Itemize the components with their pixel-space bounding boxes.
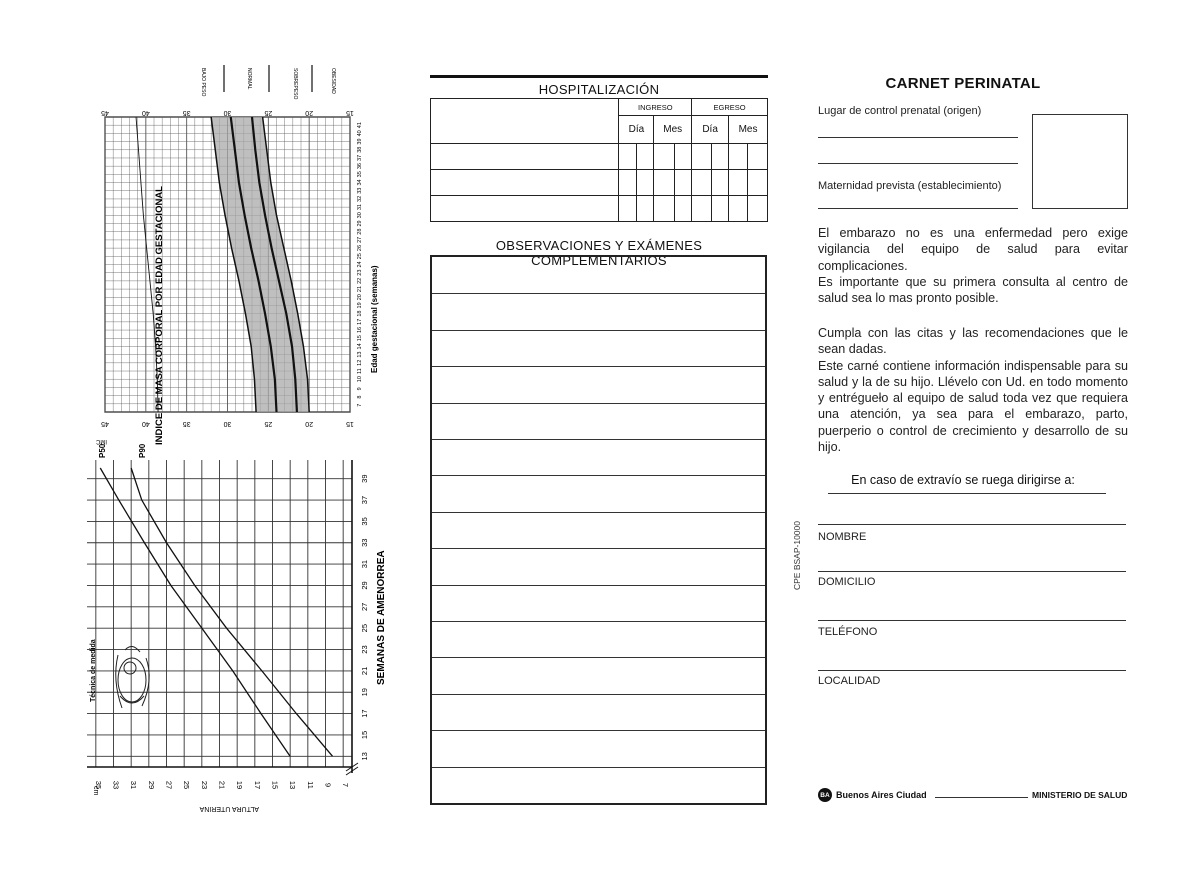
hosp-egreso-header: EGRESO [692,99,768,116]
imc-tick-bottom: 30 [223,420,232,427]
au-tick-cm: 23 [199,780,209,790]
imc-tick-week: 12 [357,359,363,366]
info-text-1 [818,225,1128,306]
imc-tick-week: 9 [357,387,363,391]
city-logo-icon: BA [818,788,832,802]
imc-chart [70,60,390,450]
au-tick-cm: 19 [235,780,245,790]
au-ylabel: ALTURA UTERINA [199,805,259,812]
domicilio-label: DOMICILIO [818,576,876,588]
nombre-line-top [818,524,1126,525]
imc-tick-week: 14 [357,343,363,350]
imc-zone-label: OBESIDAD [330,68,336,94]
imc-tick-week: 11 [357,368,363,375]
imc-tick-week: 27 [357,236,363,243]
au-tick-week: 13 [360,752,369,761]
imc-tick-top: 30 [223,109,232,116]
paragraph-3: Cumpla con las citas y las recomendaciones que le sean dadas. [818,326,1128,357]
au-p90-label: P90 [138,443,147,458]
telefono-label: TELÉFONO [818,626,878,638]
au-p50-label: P50 [98,443,107,458]
au-tick-week: 21 [360,666,369,676]
au-tick-cm: 17 [252,780,262,790]
table-row [431,196,768,222]
hospitalization-table [430,98,768,222]
au-tick-week: 33 [360,538,369,547]
au-tick-cm: 25 [182,780,192,790]
au-xlabel: SEMANAS DE AMENORREA [376,550,387,685]
imc-tick-week: 22 [357,277,363,284]
imc-tick-week: 23 [357,269,363,276]
observation-line[interactable] [432,621,765,622]
au-lines [100,468,332,756]
imc-tick-top: 20 [305,109,314,116]
imc-tick-week: 10 [357,376,363,383]
imc-tick-week: 41 [357,122,363,129]
hosp-ingreso-header: INGRESO [619,99,692,116]
lugar-line-2[interactable] [818,163,1018,164]
imc-zone-label: BAJO PESO [200,68,206,97]
au-tick-week: 19 [360,688,369,697]
imc-tick-week: 37 [357,154,363,161]
au-tick-cm: 13 [288,780,298,790]
au-tick-week: 25 [360,624,369,633]
table-row [431,170,768,196]
footer-divider [935,797,1028,798]
imc-tick-week: 19 [357,302,363,309]
au-tick-cm: 29 [146,780,156,790]
info-text-2 [818,325,1128,455]
imc-ylabel: IMC [96,438,107,444]
paragraph-4: Este carné contiene información indispensable para su salud y la de su hijo. Llévelo con Ud. en todo momento y entrégueło al equipo de salud toda vez que requiera una atención, ya sea para el embarazo, parto, puerperio o control de crecimiento y desarrollo de su hijo. [818,358,1128,455]
imc-tick-top: 15 [346,109,354,116]
imc-tick-week: 21 [357,285,363,293]
imc-tick-bottom: 40 [141,420,150,427]
footer-left [818,788,927,802]
imc-tick-week: 13 [357,351,363,358]
observation-line[interactable] [432,512,765,513]
imc-tick-week: 16 [357,326,363,334]
imc-tick-bottom: 35 [182,420,191,427]
au-tick-week: 17 [360,709,369,718]
imc-tick-week: 18 [357,310,363,317]
imc-tick-week: 7 [357,403,363,407]
nombre-line[interactable] [818,571,1126,572]
observations-box[interactable] [430,255,767,805]
au-tick-week: 39 [360,474,369,483]
au-tick-week: 29 [360,581,369,590]
table-row [431,144,768,170]
lost-text: En caso de extravío se ruega dirigirse a: [851,473,1075,487]
au-tick-cm: 7 [341,782,351,788]
imc-tick-week: 31 [357,204,363,211]
imc-zone-label: SOBREPESO [292,68,298,100]
au-annotation: Técnica de medida [90,639,97,702]
imc-tick-week: 25 [357,253,363,260]
imc-tick-week: 24 [357,261,363,268]
au-grid [87,460,358,775]
observation-line[interactable] [432,730,765,731]
imc-tick-top: 25 [264,109,273,116]
imc-tick-bottom: 15 [346,420,354,427]
imc-zone-label: NORMAL [246,68,252,90]
observation-line[interactable] [432,767,765,768]
footer-ministry: MINISTERIO DE SALUD [1032,790,1128,800]
au-series-P90 [131,468,332,756]
observation-line[interactable] [432,293,765,294]
maternidad-label: Maternidad prevista (establecimiento) [818,180,1002,192]
au-tick-cm: 27 [164,780,174,790]
observation-line[interactable] [432,585,765,586]
footer-city: Buenos Aires Ciudad [836,790,927,800]
imc-tick-week: 29 [357,220,363,227]
au-tick-cm: 21 [217,780,227,790]
observation-line[interactable] [432,403,765,404]
imc-tick-week: 8 [357,395,363,399]
au-chart [70,440,390,830]
hosp-ingreso-mes: Mes [654,116,692,144]
imc-tick-week: 33 [357,187,363,194]
imc-tick-week: 38 [357,146,363,153]
au-tick-week: 27 [360,602,369,611]
imc-tick-week: 32 [357,195,363,202]
imc-tick-week: 40 [357,130,363,137]
au-tick-week: 37 [360,495,369,505]
maternidad-line[interactable] [818,208,1018,209]
imc-tick-week: 28 [357,228,363,235]
imc-tick-week: 36 [357,163,363,170]
au-tick-cm: 33 [111,780,121,790]
au-tick-week: 23 [360,645,369,654]
hosp-egreso-mes: Mes [729,116,768,144]
imc-tick-week: 35 [357,171,363,178]
au-tick-cm: 11 [305,781,315,789]
imc-tick-bottom: 20 [305,420,314,427]
hosp-header-blank [431,99,619,144]
observation-line[interactable] [432,475,765,476]
imc-tick-week: 17 [357,318,363,325]
nombre-label: NOMBRE [818,531,867,543]
imc-tick-week: 34 [357,179,363,186]
imc-tick-week: 26 [357,244,363,252]
localidad-label: LOCALIDAD [818,675,881,687]
au-tick-week: 15 [360,730,369,740]
carnet-title: CARNET PERINATAL [885,75,1041,92]
lugar-line-1[interactable] [818,137,1018,138]
telefono-line[interactable] [818,670,1126,671]
imc-tick-top: 40 [141,109,150,116]
hospitalization-title: HOSPITALIZACIÓN [430,75,768,97]
observation-line[interactable] [432,439,765,440]
hosp-ingreso-dia: Día [619,116,654,144]
paragraph-2: Es importante que su primera consulta al centro de salud sea lo mas pronto posible. [818,274,1128,306]
imc-tick-week: 20 [357,294,363,301]
imc-title: INDICE DE MASA CORPORAL POR EDAD GESTACIONAL [154,186,165,445]
observation-line[interactable] [432,548,765,549]
au-tick-cm: 9 [323,782,333,788]
hosp-egreso-dia: Día [692,116,729,144]
au-tick-week: 31 [360,559,369,569]
paragraph-1: El embarazo no es una enfermedad pero exige vigilancia del equipo de salud para evitar complicaciones. [818,226,1128,273]
au-tick-cm: 31 [129,780,139,790]
imc-tick-bottom: 25 [264,420,273,427]
au-tick-week: 35 [360,517,369,526]
imc-tick-top: 45 [101,109,109,116]
imc-tick-top: 35 [182,109,191,116]
observation-line[interactable] [432,366,765,367]
observation-line[interactable] [432,657,765,658]
lugar-label: Lugar de control prenatal (origen) [818,105,982,117]
form-code: CPE BSAP-10000 [792,521,802,590]
uterus-illustration-icon [116,646,149,708]
domicilio-line[interactable] [818,620,1126,621]
observations-title: OBSERVACIONES Y EXÁMENES COMPLEMENTARIOS [495,238,703,268]
au-tick-cm: 35 [93,780,103,790]
observation-line[interactable] [432,330,765,331]
imc-tick-week: 30 [357,212,363,219]
imc-top-labels [200,65,336,100]
observation-line[interactable] [432,694,765,695]
lost-divider [828,493,1106,494]
imc-tick-week: 15 [357,335,363,342]
au-series-P50 [100,468,290,756]
photo-box [1032,114,1128,209]
imc-tick-bottom: 45 [101,420,109,427]
imc-tick-week: 39 [357,138,363,145]
au-tick-cm: 15 [270,780,280,790]
au-unit: cm [92,786,99,796]
imc-xlabel: Edad gestacional (semanas) [370,265,379,373]
